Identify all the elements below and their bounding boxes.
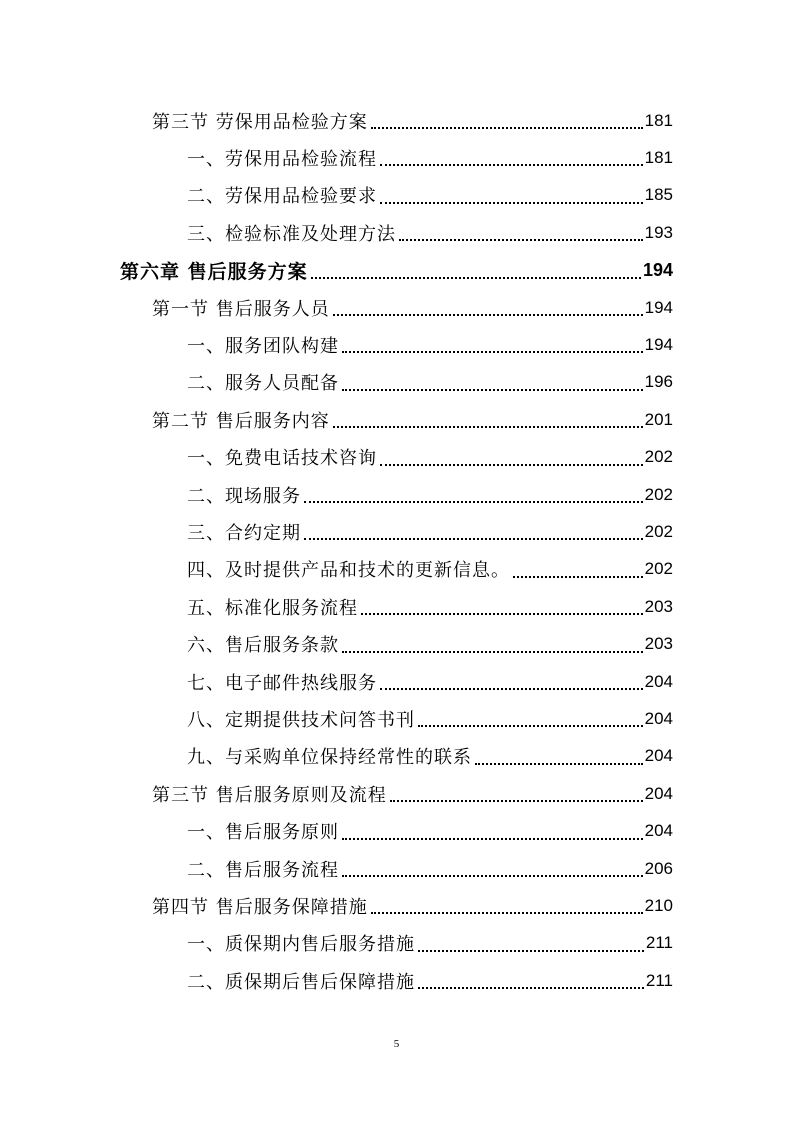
toc-entry[interactable] — [187, 850, 673, 887]
toc-leader-dots — [418, 949, 644, 952]
toc-entry[interactable] — [187, 962, 673, 999]
toc-entry[interactable] — [187, 439, 673, 476]
toc-entry-title: 九、与采购单位保持经常性的联系 — [187, 747, 472, 769]
toc-leader-dots — [333, 313, 643, 316]
toc-entry-title: 二、劳保用品检验要求 — [187, 186, 377, 208]
toc-entry[interactable] — [152, 401, 673, 438]
toc-entry-page: 202 — [644, 559, 673, 579]
toc-leader-dots — [380, 201, 643, 204]
toc-entry[interactable] — [187, 177, 673, 214]
toc-entry[interactable] — [187, 513, 673, 550]
toc-leader-dots — [418, 986, 644, 989]
toc-entry-title: 二、现场服务 — [187, 485, 301, 507]
toc-leader-dots — [380, 687, 643, 690]
toc-entry-page: 202 — [644, 447, 673, 467]
toc-entry[interactable] — [152, 887, 673, 924]
toc-entry[interactable] — [187, 139, 673, 176]
toc-entry[interactable] — [187, 813, 673, 850]
toc-entry-page: 202 — [644, 521, 673, 541]
toc-entry[interactable] — [187, 364, 673, 401]
toc-entry-page: 194 — [642, 259, 673, 280]
toc-entry-title: 八、定期提供技术问答书刊 — [187, 709, 415, 731]
toc-entry[interactable] — [152, 775, 673, 812]
toc-leader-dots — [304, 537, 643, 540]
toc-entry-title: 三、检验标准及处理方法 — [187, 223, 396, 245]
toc-entry-title: 第三节 劳保用品检验方案 — [152, 111, 368, 133]
toc-entry-page: 211 — [645, 970, 673, 990]
toc-entry-title: 六、售后服务条款 — [187, 635, 339, 657]
toc-entry-title: 第二节 售后服务内容 — [152, 410, 330, 432]
toc-leader-dots — [380, 163, 643, 166]
toc-leader-dots — [399, 238, 643, 241]
toc-entry-title: 二、质保期后售后保障措施 — [187, 971, 415, 993]
toc-entry[interactable] — [120, 252, 673, 289]
toc-entry-page: 181 — [644, 147, 673, 167]
toc-entry-title: 第四节 售后服务保障措施 — [152, 896, 368, 918]
toc-leader-dots — [342, 388, 643, 391]
toc-leader-dots — [342, 874, 643, 877]
toc-entry-page: 181 — [644, 110, 673, 130]
toc-leader-dots — [475, 762, 643, 765]
toc-entry-page: 193 — [644, 222, 673, 242]
toc-entry-title: 四、及时提供产品和技术的更新信息。 — [187, 560, 510, 582]
toc-leader-dots — [390, 799, 643, 802]
toc-leader-dots — [371, 126, 643, 129]
toc-entry-title: 一、免费电话技术咨询 — [187, 448, 377, 470]
toc-entry[interactable] — [187, 626, 673, 663]
toc-leader-dots — [513, 575, 643, 578]
toc-leader-dots — [361, 612, 643, 615]
toc-entry-title: 二、售后服务流程 — [187, 859, 339, 881]
toc-entry-title: 一、劳保用品检验流程 — [187, 148, 377, 170]
toc-entry-title: 第六章 售后服务方案 — [120, 260, 308, 283]
toc-entry-page: 204 — [644, 821, 673, 841]
toc-entry-page: 196 — [644, 372, 673, 392]
page-number: 5 — [393, 1038, 400, 1050]
toc-entry-page: 203 — [644, 596, 673, 616]
toc-leader-dots — [380, 463, 643, 466]
toc-entry[interactable] — [187, 700, 673, 737]
toc-entry-page: 204 — [644, 746, 673, 766]
toc-entry-page: 194 — [644, 334, 673, 354]
toc-leader-dots — [304, 500, 643, 503]
toc-entry[interactable] — [187, 476, 673, 513]
toc-leader-dots — [342, 650, 643, 653]
toc-entry-page: 210 — [644, 895, 673, 915]
toc-entry[interactable] — [187, 925, 673, 962]
toc-entry-title: 二、服务人员配备 — [187, 373, 339, 395]
toc-leader-dots — [342, 837, 643, 840]
toc-entry[interactable] — [187, 663, 673, 700]
toc-leader-dots — [311, 276, 641, 279]
toc-leader-dots — [418, 724, 643, 727]
toc-entry-title: 七、电子邮件热线服务 — [187, 672, 377, 694]
toc-leader-dots — [342, 350, 643, 353]
toc-leader-dots — [371, 911, 643, 914]
toc-entry-title: 一、服务团队构建 — [187, 335, 339, 357]
toc-entry-title: 三、合约定期 — [187, 522, 301, 544]
toc-entry-page: 211 — [645, 933, 673, 953]
toc-entry-page: 204 — [644, 708, 673, 728]
toc-entry-page: 206 — [644, 858, 673, 878]
toc-entry-page: 185 — [644, 185, 673, 205]
toc-entry-title: 第一节 售后服务人员 — [152, 298, 330, 320]
toc-entry-title: 第三节 售后服务原则及流程 — [152, 784, 387, 806]
toc-entry-page: 204 — [644, 671, 673, 691]
toc-entry-page: 194 — [644, 297, 673, 317]
toc-entry-page: 201 — [644, 409, 673, 429]
toc-leader-dots — [333, 425, 643, 428]
toc-entry[interactable] — [187, 588, 673, 625]
toc-entry-title: 一、售后服务原则 — [187, 822, 339, 844]
toc-entry[interactable] — [187, 738, 673, 775]
toc-entry[interactable] — [187, 214, 673, 251]
toc-entry-page: 204 — [644, 783, 673, 803]
toc-entry[interactable] — [152, 102, 673, 139]
toc-entry[interactable] — [187, 326, 673, 363]
toc-entry-title: 一、质保期内售后服务措施 — [187, 934, 415, 956]
toc-entry-title: 五、标准化服务流程 — [187, 597, 358, 619]
toc-entry[interactable] — [152, 289, 673, 326]
toc-entry-page: 203 — [644, 634, 673, 654]
toc-entry[interactable] — [187, 551, 673, 588]
toc-entry-page: 202 — [644, 484, 673, 504]
